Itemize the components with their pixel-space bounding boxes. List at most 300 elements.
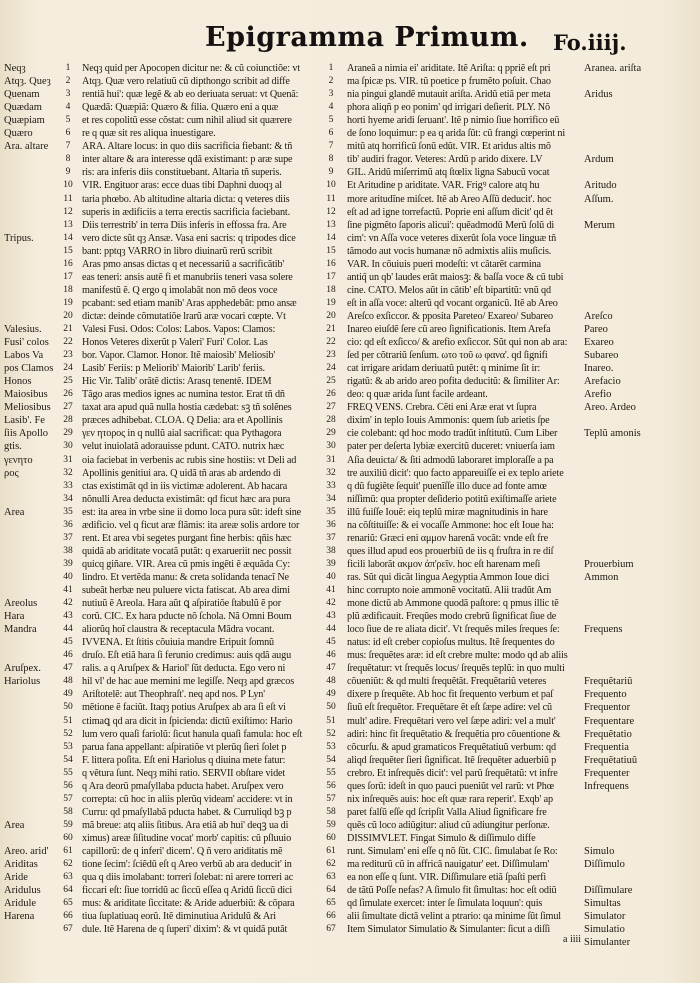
marginal-note: Aritudo — [584, 180, 617, 192]
text-line: Inareo eiuſdẽ ſere cũ areo ſignificationis. Item Arefa — [347, 324, 551, 335]
text-line: et res copolitũ esse cõstat: cum nihil aliud sit quærere — [82, 115, 292, 127]
line-number: 43 — [326, 611, 336, 622]
text-line: plũ ædificauit. Freqũes modo crebrũ ſignificat ſiue de — [347, 611, 557, 623]
line-number: 52 — [326, 728, 336, 739]
line-number: 20 — [63, 310, 73, 321]
line-number: 28 — [63, 415, 73, 426]
line-number: 13 — [63, 219, 73, 230]
marginal-note: Frequẽtatiuũ — [584, 754, 638, 766]
line-number: 45 — [326, 637, 336, 648]
line-number: 15 — [63, 245, 73, 256]
line-number: 24 — [326, 363, 336, 374]
line-number: 63 — [326, 872, 336, 883]
line-number: 60 — [326, 832, 336, 843]
marginal-note: Frequenter — [584, 767, 630, 779]
line-number: 58 — [326, 806, 336, 817]
text-line: Apollinis genitiui ara. Q uidã tñ aras ab ardendo di — [82, 467, 281, 479]
text-line: lum vero quaſi fariolũ: ſicut hanula quaſi famula: hoc eſt — [82, 728, 303, 740]
marginal-note: Areo. Ardeo — [584, 402, 636, 414]
text-line: cõcurſu. & apud gramaticos Frequẽtatiuũ verbum: qd — [347, 741, 556, 753]
line-number: 49 — [326, 689, 336, 700]
marginal-note: Mandra — [4, 624, 37, 636]
line-number: 47 — [326, 663, 336, 674]
text-line: VAR. In cõuiuis pueri modeſti: vt cãtarẽt carmina — [347, 258, 541, 270]
text-line: quidã ab ariditate vocatã putãt: q exarueriit nec possit — [82, 545, 292, 557]
text-line: Curru: qd pmaſyllabã pducta habet. & Curruliqd bꝫ p — [82, 806, 292, 818]
text-line: Hic Vir. Talib' orãtẽ dictis: Arasq tenentẽ. IDEM — [82, 376, 272, 388]
marginal-note: Lasib'. Fe — [4, 415, 45, 427]
line-number: 55 — [63, 767, 73, 778]
line-number: 23 — [326, 350, 336, 361]
text-line: Tãgo aras medios ignes ac numina testor. Erat tñ dñ — [82, 389, 285, 401]
marginal-note: Subareo — [584, 350, 619, 362]
text-line: tib' audiri fragor. Veteres: Ardũ p arido dixere. LV — [347, 154, 543, 166]
line-number: 35 — [63, 506, 73, 517]
line-number: 64 — [63, 885, 73, 896]
line-number: 21 — [63, 324, 73, 334]
text-line: IVVENA. Et ſtitis cõuiuia mandre Eripuit ſomnũ — [82, 637, 275, 649]
marginal-note: Simulanter — [584, 937, 631, 949]
line-number: 64 — [326, 885, 336, 896]
text-line: cim': vn Aſſa voce veteres dixerũt ſola voce linguæ tñ — [347, 232, 557, 244]
marginal-note: Ardum — [584, 154, 614, 166]
line-number: 25 — [326, 376, 336, 387]
text-line: GIL. Aridũ miſerrimũ atq ſtœlix ligna Sabucũ vocat — [347, 167, 550, 179]
text-line: paret falſũ eſſe qd ſcripſit Valla Aliud ſignificare fre — [347, 806, 547, 818]
text-line: ques illud apud eos prouerbiũ de iis q fruſtra in re diſ — [347, 545, 554, 557]
line-number: 21 — [326, 324, 336, 334]
marginal-note: Quædam — [4, 102, 42, 114]
line-number: 11 — [63, 193, 73, 204]
line-number: 67 — [63, 924, 73, 935]
text-line: ris: ara inferis diis constituebant. Altaria tñ superis. — [82, 167, 282, 179]
text-line: γεν ητορος in q nullũ aial sacrificat: qua Pythagora — [82, 428, 282, 440]
marginal-note: Diſſimulare — [584, 885, 633, 897]
marginal-note: Area — [4, 819, 25, 831]
line-number: 29 — [326, 428, 336, 439]
line-number: 8 — [328, 154, 334, 165]
line-number: 36 — [326, 519, 336, 530]
signature-mark: a iiii — [563, 934, 582, 945]
line-number: 18 — [326, 284, 336, 295]
marginal-note: Inareo. — [584, 363, 614, 375]
text-line: F. littera poſita. Eſt eni Hariolus q diuina mete fatur: — [82, 754, 286, 766]
marginal-note: Frequento — [584, 689, 627, 701]
marginal-note: Area — [4, 506, 25, 518]
text-line: de ſono loquimur: p ea q arida ſũt: cũ frangi cœperint ni — [347, 128, 566, 140]
line-number: 24 — [63, 363, 73, 374]
text-line: horti hyeme aridi ſeruant'. Itẽ p nimio ſiue horrifico eũ — [347, 115, 560, 127]
text-line: Aras pmo ansas dictas q et necessariũ a sacrificãtib' — [82, 258, 285, 270]
text-line: Honos Veteres dixerũt p Valeri' Furi' Color. Las — [82, 337, 268, 349]
line-number: 31 — [326, 454, 336, 465]
text-line: dule. Itẽ Harena de q ſuperi' dixim': & vt quidã putãt — [82, 924, 288, 936]
text-line: quẽs cũ loco adiũgitur: aliud cũ adiungitur perſonæ. — [347, 819, 550, 831]
marginal-note: Quenam — [4, 89, 40, 101]
line-number: 41 — [326, 585, 336, 595]
text-line: taria phœbo. Ab altitudine altaria dicta: q veteres diis — [82, 193, 290, 205]
text-line: præces adhibebat. CLOA. Q Delia: ara et Apollinis — [82, 415, 283, 427]
marginal-note: Aruſpex. — [4, 663, 42, 675]
text-line: aliqd ſrequẽter ſieri ſignificat. Itẽ ſrequẽter aduerbiũ p — [347, 754, 557, 766]
text-line: qua q diis imolabant: torreri ſolebat: ni arere torreri ac — [82, 872, 294, 884]
marginal-note: Exareo — [584, 337, 614, 349]
text-line: Valesi Fusi. Odos: Colos: Labos. Vapos: Clamos: — [82, 324, 276, 335]
line-number: 59 — [326, 819, 336, 830]
marginal-note: Arefio — [584, 389, 612, 401]
text-line: correpta: cũ hoc in aliis plerũq videam' accidere: vt in — [82, 793, 293, 805]
line-number: 30 — [326, 441, 336, 452]
line-number: 16 — [326, 258, 336, 269]
text-line: Et Aritudine p ariditate. VAR. Frigꝰ calore atq hu — [347, 180, 540, 192]
line-number: 33 — [326, 480, 336, 491]
line-number: 17 — [326, 271, 336, 282]
text-line: mus: & ariditate ſiccitate: & Aride aduerbiũ: & cõpara — [82, 898, 295, 910]
line-number: 50 — [63, 702, 73, 713]
line-number: 45 — [63, 637, 73, 648]
text-line: ea non eſſe q ſunt. VIR. Diſſimulare etiã ſpaſti perfi — [347, 872, 547, 884]
line-number: 44 — [63, 624, 73, 635]
text-line: eſt ad ad igne torrefactũ. Poprie eni aſſum dicit' qd ẽt — [347, 206, 553, 218]
line-number: 19 — [63, 297, 73, 308]
line-number: 17 — [63, 271, 73, 282]
text-line: runt. Simulam' eni eſſe q nõ ſũt. CIC. ſimulabat ſe Ro: — [347, 846, 558, 857]
line-number: 13 — [326, 219, 336, 230]
text-line: tãmodo aut vocis humanæ nõ admixtis aliis muſicis. — [347, 245, 552, 257]
line-number: 48 — [326, 676, 336, 687]
marginal-note: Aſſum. — [584, 193, 614, 205]
line-number: 56 — [63, 780, 73, 791]
line-number: 2 — [328, 76, 334, 87]
line-number: 42 — [63, 598, 73, 609]
line-number: 63 — [63, 872, 73, 883]
marginal-note: Harena — [4, 911, 35, 923]
line-number: 66 — [63, 911, 73, 922]
marginal-note: Prouerbium — [584, 558, 634, 570]
text-line: mitũ atq horrificũ ſonũ edũt. VIR. Et aridus altis mõ — [347, 141, 551, 153]
line-number: 40 — [63, 571, 73, 582]
marginal-note: Areſco — [584, 310, 613, 322]
line-number: 28 — [326, 415, 336, 426]
line-number: 37 — [63, 532, 73, 543]
line-number: 53 — [63, 741, 73, 752]
text-line: dixere p ſrequẽte. Ab hoc fit ſrequento verbum et paſ — [347, 689, 553, 701]
text-line: ctimaꝗ qd ara dicit in ſpicienda: dictũ exiſtimo: Hario — [82, 715, 293, 727]
text-line: subeãt herbæ neu puluere victa fatiscat. Ab area dimi — [82, 585, 290, 596]
marginal-note: Simulatio — [584, 924, 625, 936]
line-number: 59 — [63, 819, 73, 830]
line-number: 27 — [63, 402, 73, 413]
marginal-note: Tripus. — [4, 232, 34, 244]
line-number: 30 — [63, 441, 73, 452]
line-number: 20 — [326, 310, 336, 321]
line-number: 14 — [326, 232, 336, 243]
marginal-note: Meliosibus — [4, 402, 51, 414]
line-number: 6 — [328, 128, 334, 139]
text-line: mult' adire. Frequẽtari vero vel ſæpe adiri: vel a mult' — [347, 715, 556, 727]
text-line: q Ara deorũ pmaſyllaba pducta habet. Aruſpex vero — [82, 780, 284, 792]
line-number: 23 — [63, 350, 73, 361]
marginal-note: Simulator — [584, 911, 626, 923]
text-line: Diis terrestrib' in terra Diis inferis in effossa fra. Are — [82, 219, 287, 231]
text-line: Aſia deuicta/ & ſiti admodũ laboraret imploraſſe a pa — [347, 454, 554, 466]
line-number: 36 — [63, 519, 73, 530]
line-number: 34 — [63, 493, 73, 504]
marginal-note: Frequens — [584, 624, 623, 636]
text-line: nia pingui glandẽ mutauit ariſta. Aridũ etiã per meta — [347, 89, 551, 101]
line-number: 1 — [328, 63, 334, 73]
text-line: dixim' in teplo Iouis Ammonis: quem ſub arietis ſpe — [347, 415, 550, 427]
text-line: natus: id eſt creber copioſus multus. Itẽ ſrequentes do — [347, 637, 555, 649]
marginal-note: Quæpiam — [4, 115, 45, 127]
line-number: 32 — [63, 467, 73, 478]
line-number: 38 — [326, 545, 336, 556]
marginal-note: Teplũ amonis — [584, 428, 641, 440]
text-line: Quædã: Quæpiã: Quæro & filia. Quæro eni a quæ — [82, 102, 279, 114]
line-number: 46 — [63, 650, 73, 661]
line-number: 1 — [65, 63, 71, 73]
marginal-note: Merum — [584, 219, 615, 231]
text-line: hinc corrupto noie ammonẽ vocitatũ. Alii tradũt Am — [347, 585, 552, 596]
text-line: ma rediturũ cũ in affricã nauigatur' eet. Diſſimulam' — [347, 859, 550, 871]
text-line: ſine pigmẽto ſaporis alicui': quẽadmodũ Merũ ſolũ di — [347, 219, 555, 231]
line-number: 9 — [65, 167, 71, 178]
line-number: 32 — [326, 467, 336, 478]
line-number: 18 — [63, 284, 73, 295]
text-line: tre auxiliũ dicit': quo facto appareuiſſe ei ex teplo ariete — [347, 467, 564, 479]
line-number: 10 — [326, 180, 336, 191]
marginal-note: gtis. — [4, 441, 22, 453]
line-number: 33 — [63, 480, 73, 491]
line-number: 26 — [326, 389, 336, 400]
text-line: Atqȝ. Quæ vero relatiuũ cũ dipthongo scribit ad diffe — [82, 76, 290, 88]
line-number: 39 — [326, 558, 336, 569]
marginal-note: Diſſimulo — [584, 859, 625, 871]
line-number: 2 — [65, 76, 71, 87]
line-number: 65 — [63, 898, 73, 909]
line-number: 51 — [63, 715, 73, 726]
line-number: 3 — [328, 89, 334, 100]
text-line: aliorũq hoĩ claustra & receptacula Mãdra vocant. — [82, 624, 275, 636]
text-line: cio: qd eſt exſicco/ & arefio exſiccor. Sũt qui non ab ara: — [347, 337, 568, 349]
line-number: 65 — [326, 898, 336, 909]
marginal-note: Ariditas — [4, 859, 38, 871]
text-line: est: ita area in vrbe sine ii domo loca pura sũt: ideft sine — [82, 506, 302, 518]
text-line: rent. Et area vbi segetes purgant fine herbis: qñis hæc — [82, 532, 292, 544]
line-number: 46 — [326, 650, 336, 661]
text-line: cie colebant: qd hoc modo tradũt inſtitutũ. Cum Liber — [347, 428, 558, 440]
marginal-note: Ammon — [584, 571, 619, 583]
text-line: mẽtione ẽ faciũt. Itaqȝ potius Aruſpex ab ara ſi eſt vi — [82, 702, 286, 714]
text-line: mone dictũ ab Ammone quodã paſtore: q pmus illic tẽ — [347, 598, 559, 610]
marginal-note: Frequentia — [584, 741, 629, 753]
line-number: 54 — [63, 754, 73, 765]
text-line: quicq giñare. VIR. Area cũ pmis ingẽti ẽ æquãda Cy: — [82, 558, 291, 570]
marginal-note: Areo. arid' — [4, 846, 49, 857]
marginal-note: Honos — [4, 376, 32, 388]
line-number: 34 — [326, 493, 336, 504]
text-line: eas teneri: ansis autẽ fi et manubriis teneri vasa solere — [82, 271, 293, 283]
marginal-note: Aride — [4, 872, 28, 884]
text-line: rentiã hui': quæ legẽ & ab eo deriuata seruat: vt Quenã: — [82, 89, 299, 101]
text-line: ralis. a q Aruſpex & Hariol' ſũt deducta. Ego vero ni — [82, 663, 286, 675]
text-line: bor. Vapor. Clamor. Honor. Itẽ maiosib' Meliosib' — [82, 350, 276, 362]
line-number: 25 — [63, 376, 73, 387]
line-number: 37 — [326, 532, 336, 543]
text-line: nix inſrequẽs auis: hoc eſt quæ rara reperit'. Exqb' ap — [347, 793, 553, 805]
line-number: 57 — [326, 793, 336, 804]
marginal-note: Aridus — [584, 89, 613, 101]
line-number: 54 — [326, 754, 336, 765]
text-line: ſrequẽtatur: vt ſrequẽs locus/ ſrequẽs teplũ: in quo multi — [347, 663, 565, 675]
text-line: mã breue: atq aliis ſitibus. Ara etiã ab hui' deqꝫ ua di — [82, 819, 289, 831]
running-head: Epigramma Primum. — [205, 22, 529, 53]
line-number: 38 — [63, 545, 73, 556]
line-number: 5 — [65, 115, 71, 126]
text-line: ARA. Altare locus: in quo diis sacrificia fiebant: & tñ — [82, 141, 293, 153]
text-line: tione ſecim': ſciẽdũ eſt q Areo verbũ ab ara deducit' in — [82, 859, 292, 871]
line-number: 51 — [326, 715, 336, 726]
text-line: antiq̃ un qb' laudes erãt maiosꝫ: & baſſa voce & cũ tubi — [347, 271, 564, 283]
marginal-note: Neqȝ — [4, 63, 26, 74]
line-number: 14 — [63, 232, 73, 243]
marginal-note: Quæro — [4, 128, 33, 140]
text-line: Ariſtotelẽ: aut Theophraſt'. neq apd nos. P Lyn' — [82, 689, 265, 701]
text-line: VIR. Engituor aras: ecce duas tibi Daphni duoqȝ al — [82, 180, 282, 192]
marginal-note: Valesius. — [4, 324, 42, 335]
line-number: 56 — [326, 780, 336, 791]
line-number: 15 — [326, 245, 336, 256]
text-line: cat irrigare aridam deriuatũ putẽt: q minime ſit ir: — [347, 363, 541, 375]
line-number: 7 — [65, 141, 71, 152]
line-number: 62 — [326, 859, 336, 870]
line-number: 11 — [326, 193, 336, 204]
text-line: Neqȝ quid per Apocopen dicitur ne: & cũ coiunctiõe: vt — [82, 63, 301, 74]
line-number: 61 — [63, 846, 73, 856]
folio-number: Fo.iiij. — [553, 30, 627, 55]
text-line: qd ſimulate exercet: inter ſe ſimulata loquun': quis — [347, 898, 543, 910]
line-number: 62 — [63, 859, 73, 870]
line-number: 22 — [63, 337, 73, 348]
text-line: pater per deſerta lybiæ exercitũ duceret: vniuerſa iam — [347, 441, 555, 453]
marginal-note: Arefacio — [584, 376, 621, 388]
text-line: nõnulli Area deducta existimãt: qd ficut hæc ara pura — [82, 493, 291, 505]
text-line: ma ſpicæ ps. VIR. tũ poetice p frumẽto poſuit. Chao — [347, 76, 551, 88]
line-number: 26 — [63, 389, 73, 400]
text-line: ximus) areæ ſiſitudine vocat' morb' capitis: cũ pſluuio — [82, 832, 292, 844]
line-number: 50 — [326, 702, 336, 713]
text-line: velut inuiolatã adorauisse pdunt. CATO. nutrix hæc — [82, 441, 285, 453]
line-number: 35 — [326, 506, 336, 517]
text-line: capillorũ: de q inferi' dicem'. Q ñ vero ariditatis mẽ — [82, 846, 283, 857]
line-number: 39 — [63, 558, 73, 569]
line-number: 4 — [328, 102, 334, 113]
line-number: 10 — [63, 180, 73, 191]
text-line: inter altare & ara interesse qdã existimant: p aræ supe — [82, 154, 293, 166]
text-line: ſiuũ eſt ſrequẽtor. Frequẽtare ẽt eſt ſæpe adire: vel cũ — [347, 702, 552, 714]
text-line: deo: q quæ arida ſunt facile ardeant. — [347, 389, 488, 401]
text-line: rigatũ: & ab arido areo pofita deducitũ: & ſimiliter Ar: — [347, 376, 560, 388]
marginal-note: Ara. altare — [4, 141, 49, 153]
marginal-note: Frequẽtariũ — [584, 676, 633, 688]
line-number: 27 — [326, 402, 336, 413]
text-line: lindro. Et vertẽda manu: & creta solidanda tenacĩ Ne — [82, 571, 289, 583]
text-line: superis in ædificiis a terra erectis sacrificia faciebant. — [82, 206, 290, 218]
text-line: manifestũ ẽ. Q ergo q imolabãt non mõ deos voce — [82, 284, 278, 296]
line-number: 61 — [326, 846, 336, 856]
line-number: 49 — [63, 689, 73, 700]
line-number: 22 — [326, 337, 336, 348]
line-number: 4 — [65, 102, 71, 113]
line-number: 52 — [63, 728, 73, 739]
text-line: druſo. Eſt etiã hara ſi ferunio credimus: auis qdã augu — [82, 650, 292, 662]
text-line: na cõſtituiſſe: & ei vocaſſe Ammone: hoc eſt Ioue ha: — [347, 519, 554, 531]
text-line: cõueniũt: & qd multi ſrequẽtãt. Frequẽtariũ veteres — [347, 676, 547, 688]
text-line: parua fana appellant: aſpiratiõe vt plerũq ſieri ſolet p — [82, 741, 287, 753]
marginal-note: Atqȝ. Queȝ — [4, 76, 51, 88]
text-line: tiua ſuplatiuaq eorũ. Itẽ diminutiua Aridulũ & Ari — [82, 911, 276, 923]
marginal-note: Frequẽtatio — [584, 728, 632, 740]
marginal-note: Simultas — [584, 898, 621, 910]
marginal-note: Infrequens — [584, 780, 629, 792]
line-number: 43 — [63, 611, 73, 622]
marginal-note: Hariolus — [4, 676, 41, 688]
text-line: ficcari eſt: ſiue torridũ ac ſiccũ eſſea q Aridũ ſiccũ dici — [82, 885, 293, 897]
text-line: crebro. Et inſrequẽs dicit': vel parũ ſrequẽtatũ: vt infre — [347, 767, 558, 779]
text-line: pcabant: sed etiam manib' Aras apphedebãt: pmo ansæ — [82, 297, 297, 309]
text-line: illũ fuiſſe Iouẽ: eiq teplũ miræ magnitudinis in hare — [347, 506, 548, 518]
marginal-note: Pareo — [584, 324, 608, 335]
marginal-note: Areolus — [4, 598, 38, 610]
line-number: 53 — [326, 741, 336, 752]
text-line: ctas existimãt qd in iis victimæ adolerent. Ab hacara — [82, 480, 288, 492]
text-line: renariũ: Græci eni αμμον harenã vocãt: vnde eſt fre — [347, 532, 549, 544]
text-line: ficili laborãt ακμον ἀπ'ρεῖν. hoc eſt harenam meſi — [347, 558, 541, 570]
marginal-note: ρος — [4, 467, 19, 479]
marginal-note: Frequentare — [584, 715, 635, 727]
line-number: 48 — [63, 676, 73, 687]
marginal-note: Simulo — [584, 846, 615, 857]
text-line: dictæ: deinde cõmutatiõe lrarũ aræ vocari cœpte. Vt — [82, 310, 286, 322]
text-line: phora aliqñ p eo ponim' qd irrigari deſierit. PLY. Nõ — [347, 102, 550, 114]
marginal-note: ſiis Apollo — [4, 428, 49, 440]
marginal-note: Frequentor — [584, 702, 631, 714]
text-line: corũ. CIC. Ex hara pducte nõ ſchola. Nã Omni Boum — [82, 611, 292, 623]
text-line: mus: ſrequẽtes aræ: id eſt crebre multe: modo qd ab aliis — [347, 650, 568, 662]
text-line: ædificio. vel q ficut aræ flãmis: ita areæ solis ardore tor — [82, 519, 300, 531]
text-line: Lasib' Feriis: p Meliorib' Maiorib' Larib' feriis. — [82, 363, 265, 375]
line-number: 7 — [328, 141, 334, 152]
line-number: 60 — [63, 832, 73, 843]
text-line: hil vl' de hac aue memini me legiſſe. Neqȝ apd græcos — [82, 676, 295, 688]
marginal-note: pos Clamos — [4, 363, 54, 375]
text-line: niſſimũ: qua propter deſiderio potitũ exiſtimaſſe ariete — [347, 493, 557, 505]
line-number: 9 — [328, 167, 334, 178]
text-line: adiri: hinc fit ſrequẽtatio & ſrequẽtia pro cõuentione & — [347, 728, 561, 740]
text-line: eſt in aſſa voce: alterũ qd vocant organicũ. Itẽ ab Areo — [347, 297, 558, 309]
line-number: 12 — [63, 206, 73, 217]
line-number: 42 — [326, 598, 336, 609]
line-number: 19 — [326, 297, 336, 308]
line-number: 31 — [63, 454, 73, 465]
marginal-note: Fusi' colos — [4, 337, 49, 349]
line-number: 29 — [63, 428, 73, 439]
marginal-note: Maiosibus — [4, 389, 48, 401]
text-line: nutiuũ ẽ Areola. Hara aũt ꝗ aſpiratiõe ſtabulũ ẽ por — [82, 598, 281, 610]
text-line: ques ſorũ: ideſt in quo pauci pueniũt vel rarũ: vt Phœ — [347, 780, 554, 792]
text-line: alii ſimultate dictã velint a ptrario: qa minime ſũt ſimul — [347, 911, 561, 923]
line-number: 3 — [65, 89, 71, 100]
